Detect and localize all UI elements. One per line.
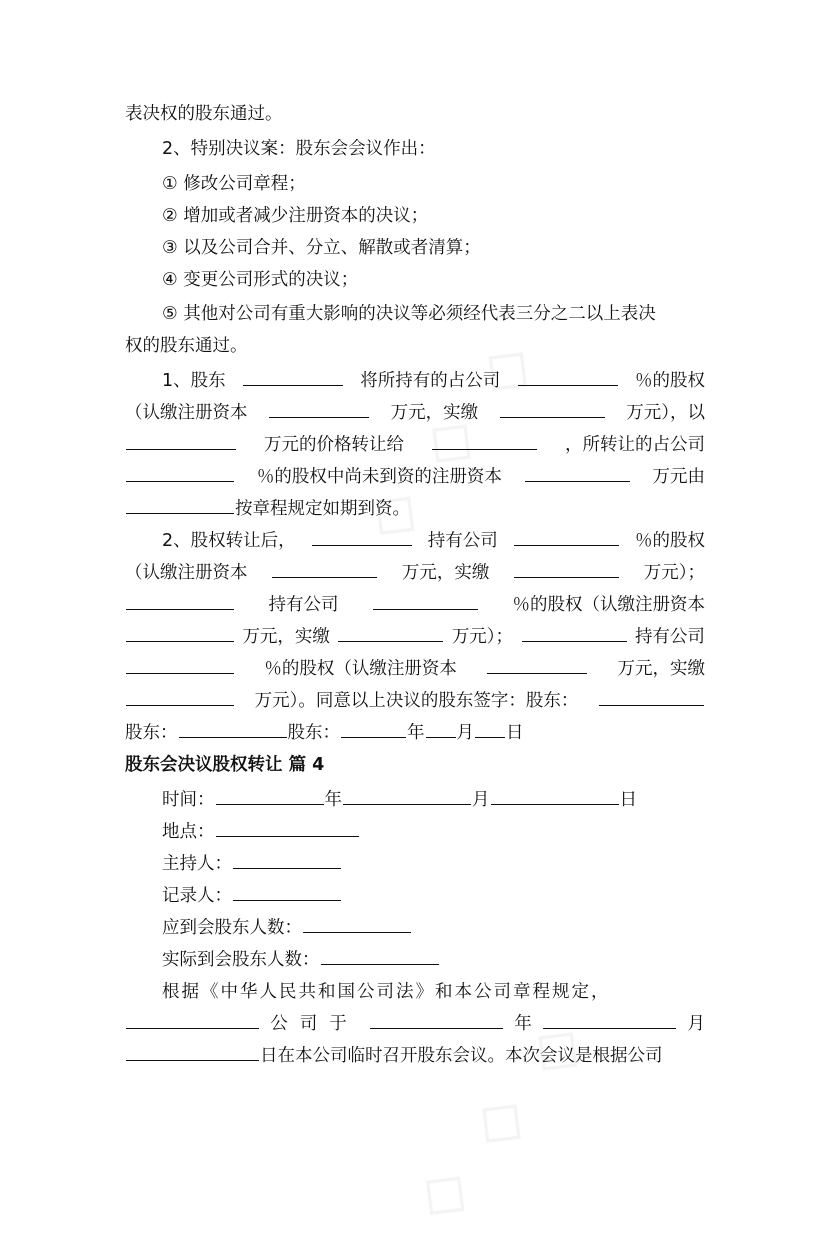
actual-label: 实际到会股东人数：: [162, 950, 320, 970]
text: 月: [687, 1014, 705, 1034]
text: 万元，实缴: [242, 627, 330, 647]
text: ％的股权: [634, 371, 705, 391]
text: ％的股权（认缴注册资本: [512, 595, 705, 615]
time-label: 时间：: [162, 790, 215, 810]
blank-field[interactable]: [518, 365, 618, 386]
text: 1、股东: [162, 371, 226, 391]
blank-field[interactable]: [373, 589, 478, 610]
blank-field[interactable]: [543, 1008, 676, 1029]
transfer1-line5: [125, 493, 705, 525]
host-label: 主持人：: [162, 854, 232, 874]
text: 公司于: [270, 1014, 359, 1034]
blank-field[interactable]: [525, 461, 630, 482]
blank-field[interactable]: [338, 621, 443, 642]
paragraph-line: [125, 1008, 705, 1040]
list-item: ⑤ 其他对公司有重大影响的决议等必须经代表三分之二以上表决: [162, 304, 656, 324]
blank-field[interactable]: [233, 848, 341, 869]
list-item: ① 修改公司章程；: [162, 174, 306, 194]
blank-field[interactable]: [312, 525, 412, 546]
blank-field[interactable]: [126, 589, 234, 610]
text: 万元）；: [643, 563, 705, 583]
text: 万元），以: [626, 403, 705, 423]
blank-field[interactable]: [475, 717, 505, 738]
paragraph-line: 根据《中华人民共和国公司法》和本公司章程规定，: [162, 982, 611, 1002]
transfer2-line2: [125, 557, 705, 589]
blank-field[interactable]: [269, 397, 369, 418]
text: 股东：: [287, 723, 340, 743]
text: 年: [514, 1014, 532, 1034]
text: 年: [324, 790, 342, 810]
blank-field[interactable]: [321, 944, 439, 965]
text: 持有公司: [634, 627, 705, 647]
paragraph-line: 表决权的股东通过。: [125, 104, 283, 124]
blank-field[interactable]: [126, 621, 234, 642]
text: 月: [456, 723, 474, 743]
text: 年: [407, 723, 425, 743]
text: 万元的价格转让给: [264, 435, 404, 455]
text: 月: [472, 790, 490, 810]
place-row: [162, 816, 705, 848]
blank-field[interactable]: [126, 429, 236, 450]
section-heading: 股东会决议股权转让 篇 4: [125, 755, 325, 775]
blank-field[interactable]: [522, 621, 627, 642]
transfer2-line6: [125, 685, 705, 717]
text: 万元由: [652, 467, 705, 487]
text: ％的股权中尚未到资的注册资本: [256, 467, 502, 487]
blank-field[interactable]: [432, 429, 537, 450]
paragraph-line: [125, 1040, 705, 1072]
text: 万元，实缴: [390, 403, 479, 423]
text: 万元）；: [451, 627, 514, 647]
blank-field[interactable]: [126, 653, 234, 674]
blank-field[interactable]: [426, 717, 456, 738]
list-item: ④ 变更公司形式的决议；: [162, 270, 359, 290]
blank-field[interactable]: [126, 493, 234, 514]
blank-field[interactable]: [126, 685, 234, 706]
paragraph-line: 权的股东通过。: [125, 336, 248, 356]
blank-field[interactable]: [126, 1008, 259, 1029]
expected-label: 应到会股东人数：: [162, 918, 302, 938]
text: 持有公司: [268, 595, 339, 615]
transfer1-line1: [162, 365, 705, 397]
text: ％的股权: [634, 531, 705, 551]
blank-field[interactable]: [370, 1008, 503, 1029]
blank-field[interactable]: [126, 461, 234, 482]
transfer1-line3: [125, 429, 705, 461]
blank-field[interactable]: [272, 557, 377, 578]
text: 万元）。同意以上决议的股东签字：股东：: [254, 691, 579, 711]
text: 股东：: [125, 723, 178, 743]
transfer2-line7: [125, 717, 705, 749]
place-label: 地点：: [162, 822, 215, 842]
actual-row: [162, 944, 705, 976]
text: （认缴注册资本: [125, 563, 248, 583]
transfer2-line4: [125, 621, 705, 653]
text: 日在本公司临时召开股东会议。本次会议是根据公司: [260, 1046, 663, 1066]
blank-field[interactable]: [341, 717, 406, 738]
recorder-row: [162, 880, 705, 912]
text: 万元，实缴: [401, 563, 490, 583]
transfer2-line3: [125, 589, 705, 621]
text: 按章程规定如期到资。: [235, 499, 410, 519]
blank-field[interactable]: [487, 653, 587, 674]
blank-field[interactable]: [216, 816, 359, 837]
text: ，所转让的占公司: [565, 435, 705, 455]
text: 日: [619, 790, 637, 810]
list-item: ② 增加或者减少注册资本的决议；: [162, 206, 429, 226]
host-row: [162, 848, 705, 880]
expected-row: [162, 912, 705, 944]
text: （认缴注册资本: [125, 403, 248, 423]
blank-field[interactable]: [599, 685, 704, 706]
text: 将所持有的占公司: [360, 371, 501, 391]
time-row: [162, 784, 705, 816]
text: 2、股权转让后，: [162, 531, 296, 551]
transfer2-line1: [162, 525, 705, 557]
text: ％的股权（认缴注册资本: [264, 659, 457, 679]
blank-field[interactable]: [233, 880, 341, 901]
recorder-label: 记录人：: [162, 886, 232, 906]
blank-field[interactable]: [126, 1040, 259, 1061]
text: 持有公司: [427, 531, 498, 551]
transfer2-line5: [125, 653, 705, 685]
text: 日: [506, 723, 524, 743]
blank-field[interactable]: [303, 912, 411, 933]
list-item: ③ 以及公司合并、分立、解散或者清算；: [162, 238, 481, 258]
blank-field[interactable]: [500, 397, 605, 418]
transfer1-line4: [125, 461, 705, 493]
blank-field[interactable]: [216, 784, 324, 805]
blank-field[interactable]: [491, 784, 619, 805]
blank-field[interactable]: [343, 784, 471, 805]
blank-field[interactable]: [514, 557, 619, 578]
blank-field[interactable]: [179, 717, 287, 738]
blank-field[interactable]: [514, 525, 619, 546]
text: 万元，实缴: [617, 659, 705, 679]
transfer1-line2: [125, 397, 705, 429]
paragraph-line: 2、特别决议案：股东会会议作出：: [162, 139, 436, 159]
blank-field[interactable]: [243, 365, 343, 386]
